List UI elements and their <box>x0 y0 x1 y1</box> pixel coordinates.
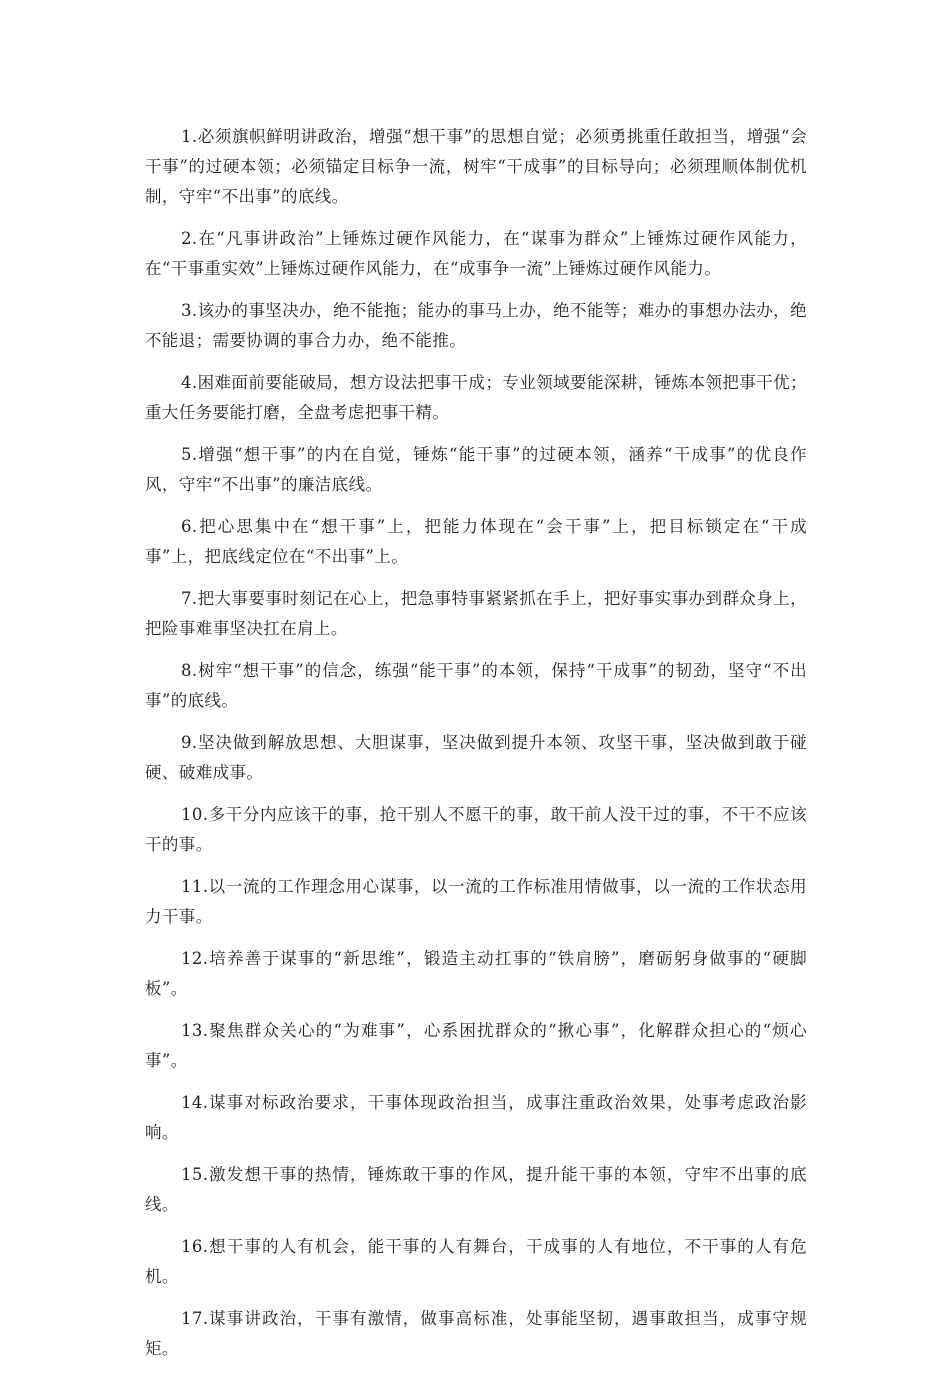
paragraph-9: 9.坚决做到解放思想、大胆谋事，坚决做到提升本领、攻坚干事，坚决做到敢于碰硬、破难成事。 <box>145 733 807 782</box>
paragraph-10: 10.多干分内应该干的事，抢干别人不愿干的事，敢干前人没干过的事，不干不应该干的事。 <box>145 805 807 854</box>
paragraph-17: 17.谋事讲政治，干事有激情，做事高标准，处事能坚韧，遇事敢担当，成事守规矩。 <box>145 1309 807 1358</box>
paragraph-14: 14.谋事对标政治要求，干事体现政治担当，成事注重政治效果，处事考虑政治影响。 <box>145 1093 807 1142</box>
paragraph-4: 4.困难面前要能破局，想方设法把事干成；专业领域要能深耕，锤炼本领把事干优；重大任务要能打磨，全盘考虑把事干精。 <box>145 373 807 422</box>
paragraph-6: 6.把心思集中在“想干事”上，把能力体现在“会干事”上，把目标锁定在“干成事”上，把底线定位在“不出事”上。 <box>145 517 807 566</box>
paragraph-8: 8.树牢“想干事”的信念，练强“能干事”的本领，保持“干成事”的韧劲，坚守“不出事”的底线。 <box>145 661 807 710</box>
paragraph-1: 1.必须旗帜鲜明讲政治，增强“想干事”的思想自觉；必须勇挑重任敢担当，增强“会干事”的过硬本领；必须锚定目标争一流，树牢“干成事”的目标导向；必须理顺体制优机制，守牢“不出事”的底线。 <box>145 127 807 206</box>
paragraph-2: 2.在“凡事讲政治”上锤炼过硬作风能力，在“谋事为群众”上锤炼过硬作风能力，在“干事重实效”上锤炼过硬作风能力，在“成事争一流”上锤炼过硬作风能力。 <box>145 229 807 278</box>
paragraph-16: 16.想干事的人有机会，能干事的人有舞台，干成事的人有地位，不干事的人有危机。 <box>145 1237 807 1286</box>
paragraph-3: 3.该办的事坚决办，绝不能拖；能办的事马上办，绝不能等；难办的事想办法办，绝不能退；需要协调的事合力办，绝不能推。 <box>145 301 807 350</box>
paragraph-13: 13.聚焦群众关心的“为难事”，心系困扰群众的“揪心事”，化解群众担心的“烦心事”。 <box>145 1021 807 1070</box>
document-body <box>145 122 807 1376</box>
paragraph-15: 15.激发想干事的热情，锤炼敢干事的作风，提升能干事的本领，守牢不出事的底线。 <box>145 1165 807 1214</box>
paragraph-11: 11.以一流的工作理念用心谋事，以一流的工作标准用情做事，以一流的工作状态用力干事。 <box>145 877 807 926</box>
paragraph-5: 5.增强“想干事”的内在自觉，锤炼“能干事”的过硬本领，涵养“干成事”的优良作风，守牢“不出事”的廉洁底线。 <box>145 445 807 494</box>
paragraph-12: 12.培养善于谋事的“新思维”，锻造主动扛事的“铁肩膀”，磨砺躬身做事的“硬脚板”。 <box>145 949 807 998</box>
paragraph-7: 7.把大事要事时刻记在心上，把急事特事紧紧抓在手上，把好事实事办到群众身上，把险事难事坚决扛在肩上。 <box>145 589 807 638</box>
